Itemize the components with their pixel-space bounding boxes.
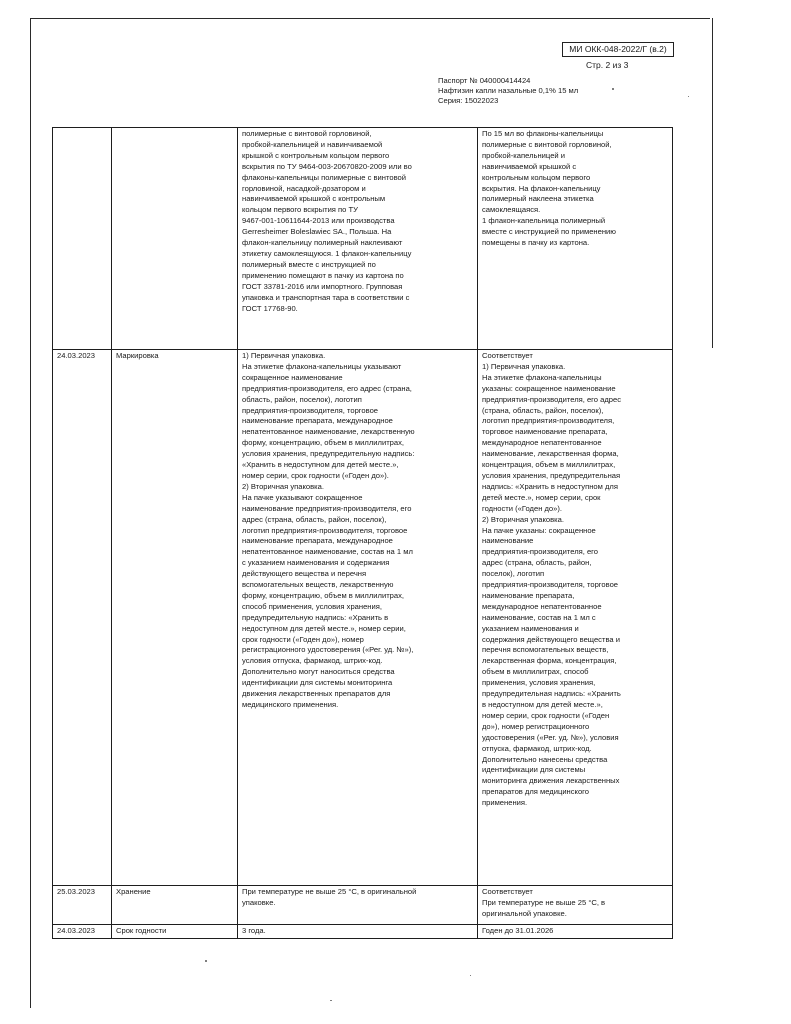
scan-speck [612,88,614,90]
table-row [53,350,673,886]
requirement-cell: При температуре не выше 25 °С, в оригинальной упаковке. [238,886,478,925]
document-id-box: МИ ОКК-048-2022/Г (в.2) [562,42,674,57]
table-row [53,925,673,939]
result-cell: Соответствует 1) Первичная упаковка. На этикетке флакона-капельницы указаны: сокращенное наименование предприятия-производителя, его адрес (страна, область, район, поселок), логотип предприятия-производителя, торговое наименование препарата, международное непатентованное наименование, лекарственная форма, концентрация, объем в миллилитрах, условия хранения, предупредительная надпись: «Хранить в недоступном для детей месте.», номер серии, срок годности («Годен до»). 2) Вторичная упаковка. На пачке указаны: сокращенное наименование предприятия-производителя, его адрес (страна, область, район, поселок), логотип предприятия-производителя, торговое наименование препарата, международное непатентованное наименование, состав на 1 мл с указанием наименования и содержания действующего вещества и перечня вспомогательных веществ, лекарственная форма, концентрация, объем в миллилитрах, способ применения, условия хранения, предупредительная надпись: «Хранить в недоступном для детей месте.», номер серии, срок годности («Годен до»), номер регистрационного удостоверения («Рег. уд. №»), условия отпуска, фармакод, штрих-код. Дополнительно нанесены средства идентификации для системы мониторинга движения лекарственных препаратов для медицинского применения. [478,350,673,886]
indicator-cell [112,128,238,350]
result-cell: По 15 мл во флаконы-капельницы полимерные с винтовой горловиной, пробкой-капельницей и навинчиваемой крышкой с контрольным кольцом первого вскрытия. На флакон-капельницу полимерный наклеена этикетка самоклеящаяся. 1 флакон-капельница полимерный вместе с инструкцией по применению помещены в пачку из картона. [478,128,673,350]
requirement-cell: 3 года. [238,925,478,939]
scan-left-edge [30,18,31,1008]
date-cell [53,128,112,350]
scan-speck [470,975,471,976]
requirement-cell: полимерные с винтовой горловиной, пробкой-капельницей и навинчиваемой крышкой с контрольным кольцом первого вскрытия по ТУ 9464-003-20670820-2009 или во флаконы-капельницы полимерные с винтовой горловиной, насадкой-дозатором и навинчиваемой крышкой с контрольным кольцом первого вскрытия по ТУ 9467-001-10611644-2013 или производства Gerresheimer Boleslawiec SA., Польша. На флакон-капельницу полимерный наклеивают этикетку самоклеящуюся. 1 флакон-капельницу полимерный вместе с инструкцией по применению помещают в пачку из картона по ГОСТ 33781-2016 или импортного. Групповая упаковка и транспортная тара в соответствии с ГОСТ 17768-90. [238,128,478,350]
scan-top-edge [30,18,710,19]
requirement-cell: 1) Первичная упаковка. На этикетке флакона-капельницы указывают сокращенное наименование предприятия-производителя, его адрес (страна, область, район, поселок), логотип предприятия-производителя, торговое наименование препарата, международное непатентованное наименование, лекарственную форму, концентрацию, объем в миллилитрах, условия хранения, предупредительную надпись: «Хранить в недоступном для детей месте.», номер серии, срок годности («Годен до»). 2) Вторичная упаковка. На пачке указывают сокращенное наименование предприятия-производителя, его адрес (страна, область, район, поселок), логотип предприятия-производителя, торговое наименование препарата, международное непатентованное наименование, состав на 1 мл с указанием наименования и содержания действующего вещества и перечня вспомогательных веществ, лекарственную форму, концентрацию, объем в миллилитрах, способ применения, условия хранения, предупредительную надпись: «Хранить в недоступном для детей месте.», номер серии, срок годности («Годен до»), номер регистрационного удостоверения («Рег. уд. №»), условия отпуска, фармакод, штрих-код. Дополнительно могут наноситься средства идентификации для системы мониторинга движения лекарственных препаратов для медицинского применения. [238,350,478,886]
scan-speck [330,1000,332,1001]
passport-number: Паспорт № 040000414424 [438,76,531,85]
date-cell: 25.03.2023 [53,886,112,925]
result-cell: Годен до 31.01.2026 [478,925,673,939]
date-cell: 24.03.2023 [53,925,112,939]
table-row [53,128,673,350]
passport-meta [438,76,578,106]
indicator-cell: Маркировка [112,350,238,886]
date-cell: 24.03.2023 [53,350,112,886]
series-number: Серия: 15022023 [438,96,499,105]
indicator-cell: Срок годности [112,925,238,939]
page-number: Стр. 2 из 3 [586,60,629,70]
scan-right-edge [712,18,713,348]
scan-speck [688,96,689,97]
result-cell: Соответствует При температуре не выше 25 °С, в оригинальной упаковке. [478,886,673,925]
indicator-cell: Хранение [112,886,238,925]
scan-speck [205,960,207,962]
product-name: Нафтизин капли назальные 0,1% 15 мл [438,86,579,95]
table-row [53,886,673,925]
spec-table [52,127,673,939]
